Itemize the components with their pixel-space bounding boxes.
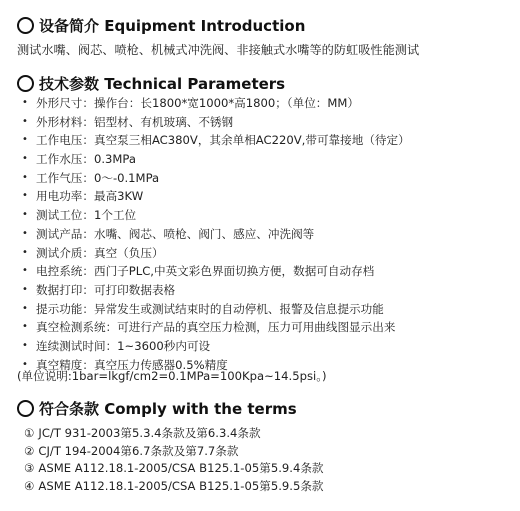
list-item [22, 206, 410, 225]
list-item [22, 300, 410, 319]
list-item-text: 测试产品：水嘴、阀芯、喷枪、阀门、感应、冲洗阀等 [36, 226, 315, 241]
intro-heading-text: 设备简介 Equipment Introduction [39, 17, 306, 35]
bullet-icon: • [22, 321, 28, 333]
terms-item-number: ③ [24, 461, 35, 475]
terms-item [24, 425, 324, 443]
params-heading-text: 技术参数 Technical Parameters [39, 75, 286, 93]
bullet-icon: • [22, 265, 28, 277]
list-item [22, 169, 410, 188]
bullet-icon: • [22, 283, 28, 295]
list-item-text: 外形材料：铝型材、有机玻璃、不锈钢 [36, 114, 234, 129]
list-item [22, 244, 410, 263]
terms-item-number: ② [24, 443, 35, 458]
bullet-icon: • [22, 358, 28, 370]
list-item [22, 262, 410, 281]
intro-heading [17, 15, 305, 36]
terms-heading [17, 398, 297, 419]
list-item-text: 工作气压：0～-0.1MPa [36, 170, 160, 185]
intro-text: 测试水嘴、阀芯、喷枪、机械式冲洗阀、非接触式水嘴等的防虹吸性能测试 [17, 43, 420, 57]
list-item [22, 94, 410, 113]
unit-note: (单位说明:1bar=lkgf/cm2=0.1MPa=100Kpa~14.5psi。) [17, 369, 327, 383]
list-item [22, 225, 410, 244]
list-item-text: 连续测试时间：1~3600秒内可设 [36, 338, 211, 353]
terms-list [24, 425, 324, 495]
list-item [22, 131, 410, 150]
params-heading [17, 73, 285, 94]
terms-item-text: ASME A112.18.1-2005/CSA B125.1-05第5.9.4条款 [38, 461, 324, 475]
bullet-icon: • [22, 97, 28, 108]
list-item [22, 113, 410, 132]
list-item-text: 工作电压：真空泵三相AC380V，其余单相AC220V,带可靠接地（待定） [36, 133, 410, 148]
list-item-text: 电控系统：西门子PLC,中英文彩色界面切换方便，数据可自动存档 [36, 264, 375, 279]
bullet-icon: • [22, 115, 28, 127]
terms-item [24, 478, 324, 496]
terms-item-number: ④ [24, 478, 35, 493]
list-item [22, 337, 410, 356]
bullet-icon: • [22, 153, 28, 165]
terms-item [24, 460, 324, 478]
list-item-text: 数据打印：可打印数据表格 [36, 282, 176, 297]
circle-icon [17, 400, 34, 417]
list-item-text: 工作水压：0.3MPa [36, 152, 136, 167]
list-item [22, 318, 410, 337]
bullet-icon: • [22, 339, 28, 351]
bullet-icon: • [22, 171, 28, 183]
bullet-icon: • [22, 190, 28, 202]
list-item-text: 真空精度：真空压力传感器0.5%精度 [36, 357, 228, 372]
bullet-icon: • [22, 227, 28, 239]
terms-heading-text: 符合条款 Comply with the terms [39, 400, 297, 418]
bullet-icon: • [22, 134, 28, 146]
list-item [22, 187, 410, 206]
list-item-text: 外形尺寸：操作台：长1800*宽1000*高1800；（单位：MM） [36, 96, 360, 110]
terms-item-text: JC/T 931-2003第5.3.4条款及第6.3.4条款 [38, 426, 261, 440]
list-item [22, 150, 410, 169]
terms-item-text: CJ/T 194-2004第6.7条款及第7.7条款 [38, 443, 239, 458]
bullet-icon: • [22, 246, 28, 258]
bullet-icon: • [22, 209, 28, 221]
terms-item-text: ASME A112.18.1-2005/CSA B125.1-05第5.9.5条款 [38, 478, 324, 493]
list-item-text: 测试工位：1个工位 [36, 208, 137, 223]
terms-item [24, 443, 324, 461]
list-item-text: 提示功能：异常发生或测试结束时的自动停机、报警及信息提示功能 [36, 301, 384, 316]
terms-item-number: ① [24, 426, 35, 440]
circle-icon [17, 75, 34, 92]
list-item-text: 真空检测系统：可进行产品的真空压力检测，压力可用曲线图显示出来 [36, 320, 396, 335]
list-item-text: 用电功率：最高3KW [36, 189, 144, 204]
list-item [22, 281, 410, 300]
bullet-icon: • [22, 302, 28, 314]
circle-icon [17, 17, 34, 34]
params-list [22, 94, 410, 374]
list-item-text: 测试介质：真空（负压） [36, 245, 164, 260]
